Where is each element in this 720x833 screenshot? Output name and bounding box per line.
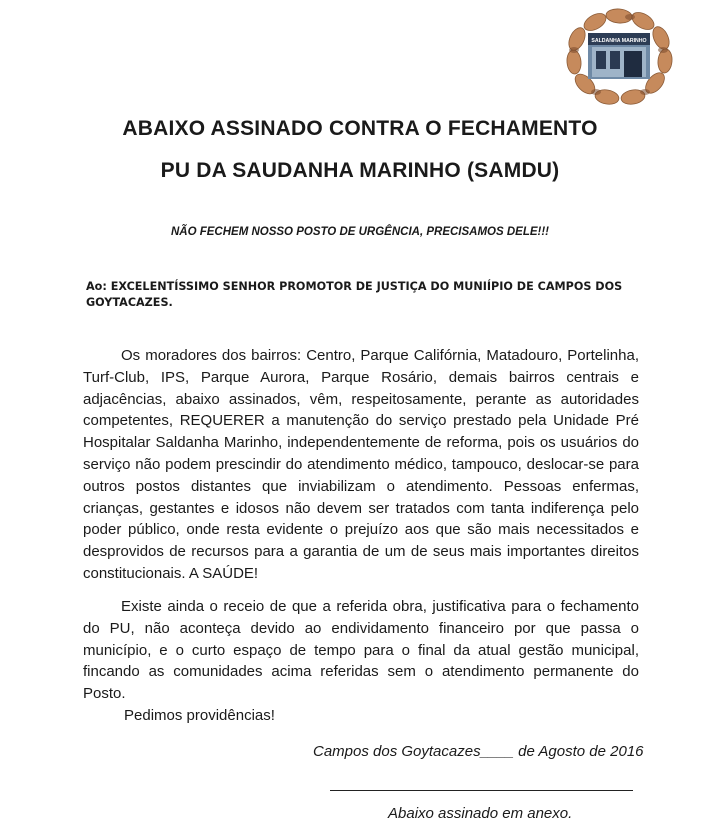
body-paragraph-2 — [83, 596, 639, 705]
place-and-date: Campos dos Goytacazes____ de Agosto de 2016 — [313, 743, 644, 760]
paragraph-text: Os moradores dos bairros: Centro, Parque Califórnia, Matadouro, Portelinha, Turf-Club, IPS, Parque Aurora, Parque Rosário, demais bairros centrais e adjacências, abaixo assinados, vêm, respeitosamente, perante as autoridades competentes, REQUERER a manutenção do serviço prestado pela Unidade Pré Hospitalar Saldanha Marinho, independentemente de reforma, pois os usuários do serviço não podem prescindir do atendimento médico, tampouco, deslocar-se para outros postos distantes que inviabilizam o atendimento. Pessoas enfermas, crianças, gestantes e idosos não devem ser tratados com tanta indiferença pelo poder público, onde resta evidente o prejuízo aos que são mais necessitados e desprovidos de recursos para a garantia de um de seus mais importantes direitos constitucionais. A SAÚDE! — [83, 347, 639, 582]
document-title-line-2: PU DA SAUDANHA MARINHO (SAMDU) — [160, 159, 560, 182]
addressee: Ao: EXCELENTÍSSIMO SENHOR PROMOTOR DE JUSTIÇA DO MUNIÍPIO DE CAMPOS DOS GOYTACAZES. — [86, 280, 623, 309]
closing-request: Pedimos providências! — [124, 707, 275, 724]
logo-sign-text: SALDANHA MARINHO — [591, 38, 647, 44]
hands-circle-logo — [560, 6, 678, 106]
paragraph-text: Existe ainda o receio de que a referida obra, justificativa para o fechamento do PU, não aconteça devido ao endividamento financeiro por que passa o município, e o curto espaço de tempo para o final da atual gestão municipal, fincando as comunidades acima referidas sem o atendimento permanente do Posto. — [83, 598, 639, 703]
body-paragraph-1 — [83, 345, 639, 585]
signature-line — [330, 790, 633, 791]
subtitle-appeal: NÃO FECHEM NOSSO POSTO DE URGÊNCIA, PRECISAMOS DELE!!! — [170, 226, 550, 238]
annex-note: Abaixo assinado em anexo. — [388, 805, 573, 822]
document-title-line-1: ABAIXO ASSINADO CONTRA O FECHAMENTO — [122, 117, 598, 140]
